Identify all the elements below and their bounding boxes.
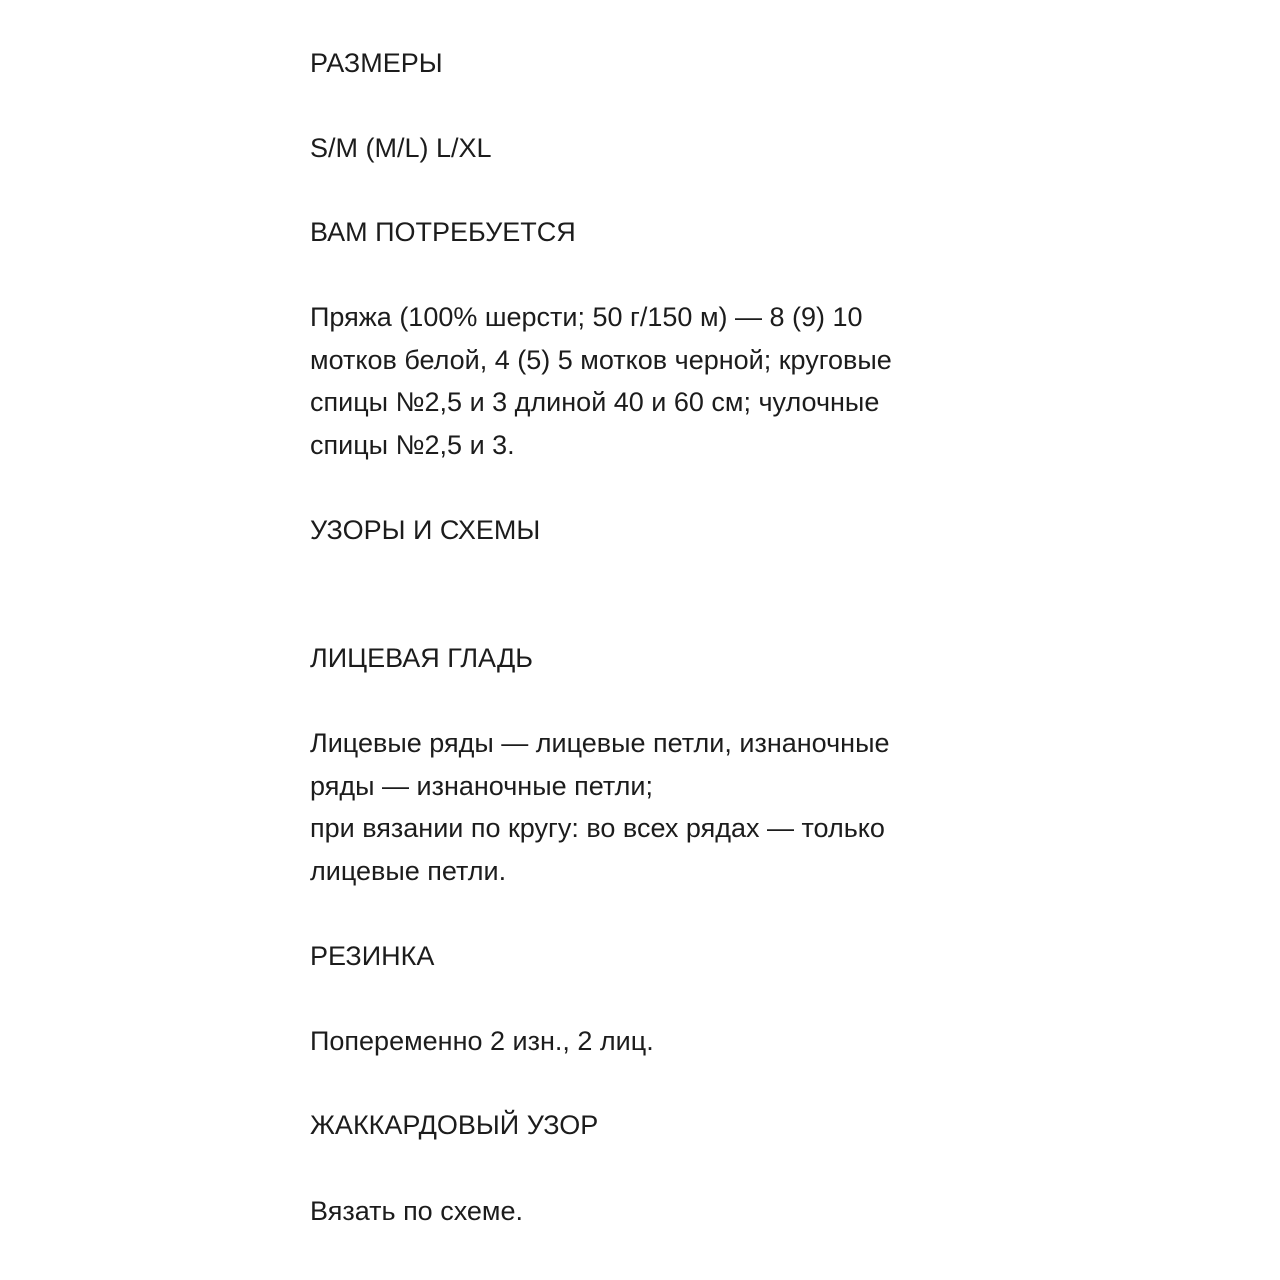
rib-heading: РЕЗИНКА	[310, 941, 435, 971]
materials-line: спицы №2,5 и 3 длиной 40 и 60 см; чулочные	[310, 387, 880, 418]
sizes-heading: РАЗМЕРЫ	[310, 48, 443, 78]
materials-line: Пряжа (100% шерсти; 50 г/150 м) — 8 (9) 10	[310, 302, 863, 332]
sizes-value: S/M (M/L) L/XL	[310, 133, 492, 163]
stockinette-line: ряды — изнаночные петли;	[310, 770, 653, 801]
materials-heading: ВАМ ПОТРЕБУЕТСЯ	[310, 217, 576, 247]
stockinette-paragraph	[310, 722, 1010, 892]
materials-paragraph	[310, 296, 1010, 466]
patterns-heading: УЗОРЫ И СХЕМЫ	[310, 515, 541, 545]
jacquard-text: Вязать по схеме.	[310, 1196, 523, 1226]
stockinette-line: Лицевые ряды — лицевые петли, изнаночные	[310, 728, 890, 758]
rib-text: Попеременно 2 изн., 2 лиц.	[310, 1026, 654, 1056]
materials-line: спицы №2,5 и 3.	[310, 429, 515, 460]
jacquard-heading: ЖАККАРДОВЫЙ УЗОР	[310, 1110, 599, 1140]
materials-line: мотков белой, 4 (5) 5 мотков черной; круговые	[310, 344, 892, 375]
stockinette-line: при вязании по кругу: во всех рядах — только	[310, 813, 885, 844]
stockinette-heading: ЛИЦЕВАЯ ГЛАДЬ	[310, 643, 533, 673]
stockinette-line: лицевые петли.	[310, 855, 507, 886]
